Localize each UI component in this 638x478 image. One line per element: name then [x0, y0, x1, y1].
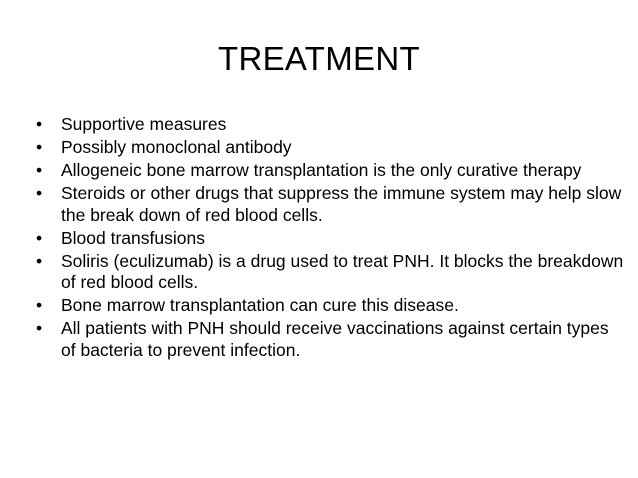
- bullet-item: [36, 228, 626, 250]
- bullet-icon: •: [36, 250, 43, 271]
- bullet-icon: •: [36, 295, 43, 315]
- bullet-text: Possibly monoclonal antibody: [61, 137, 292, 157]
- bullet-item: [36, 318, 626, 361]
- bullet-text: Blood transfusions: [61, 227, 205, 248]
- bullet-icon: •: [36, 114, 43, 134]
- bullet-icon: •: [36, 137, 43, 157]
- bullet-text: Steroids or other drugs that suppress the immune system may help slow the break down of red blood cells.: [61, 183, 622, 225]
- slide-title: TREATMENT: [218, 40, 420, 77]
- bullet-item: [36, 114, 626, 136]
- bullet-list: [36, 114, 626, 363]
- bullet-item: [36, 251, 626, 294]
- bullet-item: [36, 160, 626, 182]
- bullet-item: [36, 183, 626, 226]
- bullet-item: [36, 295, 626, 317]
- bullet-text: All patients with PNH should receive vaccinations against certain types of bacteria to prevent infection.: [61, 318, 609, 360]
- bullet-text: Supportive measures: [61, 114, 227, 134]
- bullet-icon: •: [36, 183, 43, 203]
- bullet-icon: •: [36, 160, 43, 180]
- bullet-text: Bone marrow transplantation can cure this disease.: [61, 295, 459, 315]
- bullet-icon: •: [36, 318, 43, 338]
- bullet-item: [36, 137, 626, 159]
- bullet-text: Soliris (eculizumab) is a drug used to treat PNH. It blocks the breakdown of red blood cells.: [61, 250, 624, 292]
- bullet-text: Allogeneic bone marrow transplantation is the only curative therapy: [61, 160, 582, 180]
- bullet-icon: •: [36, 227, 43, 248]
